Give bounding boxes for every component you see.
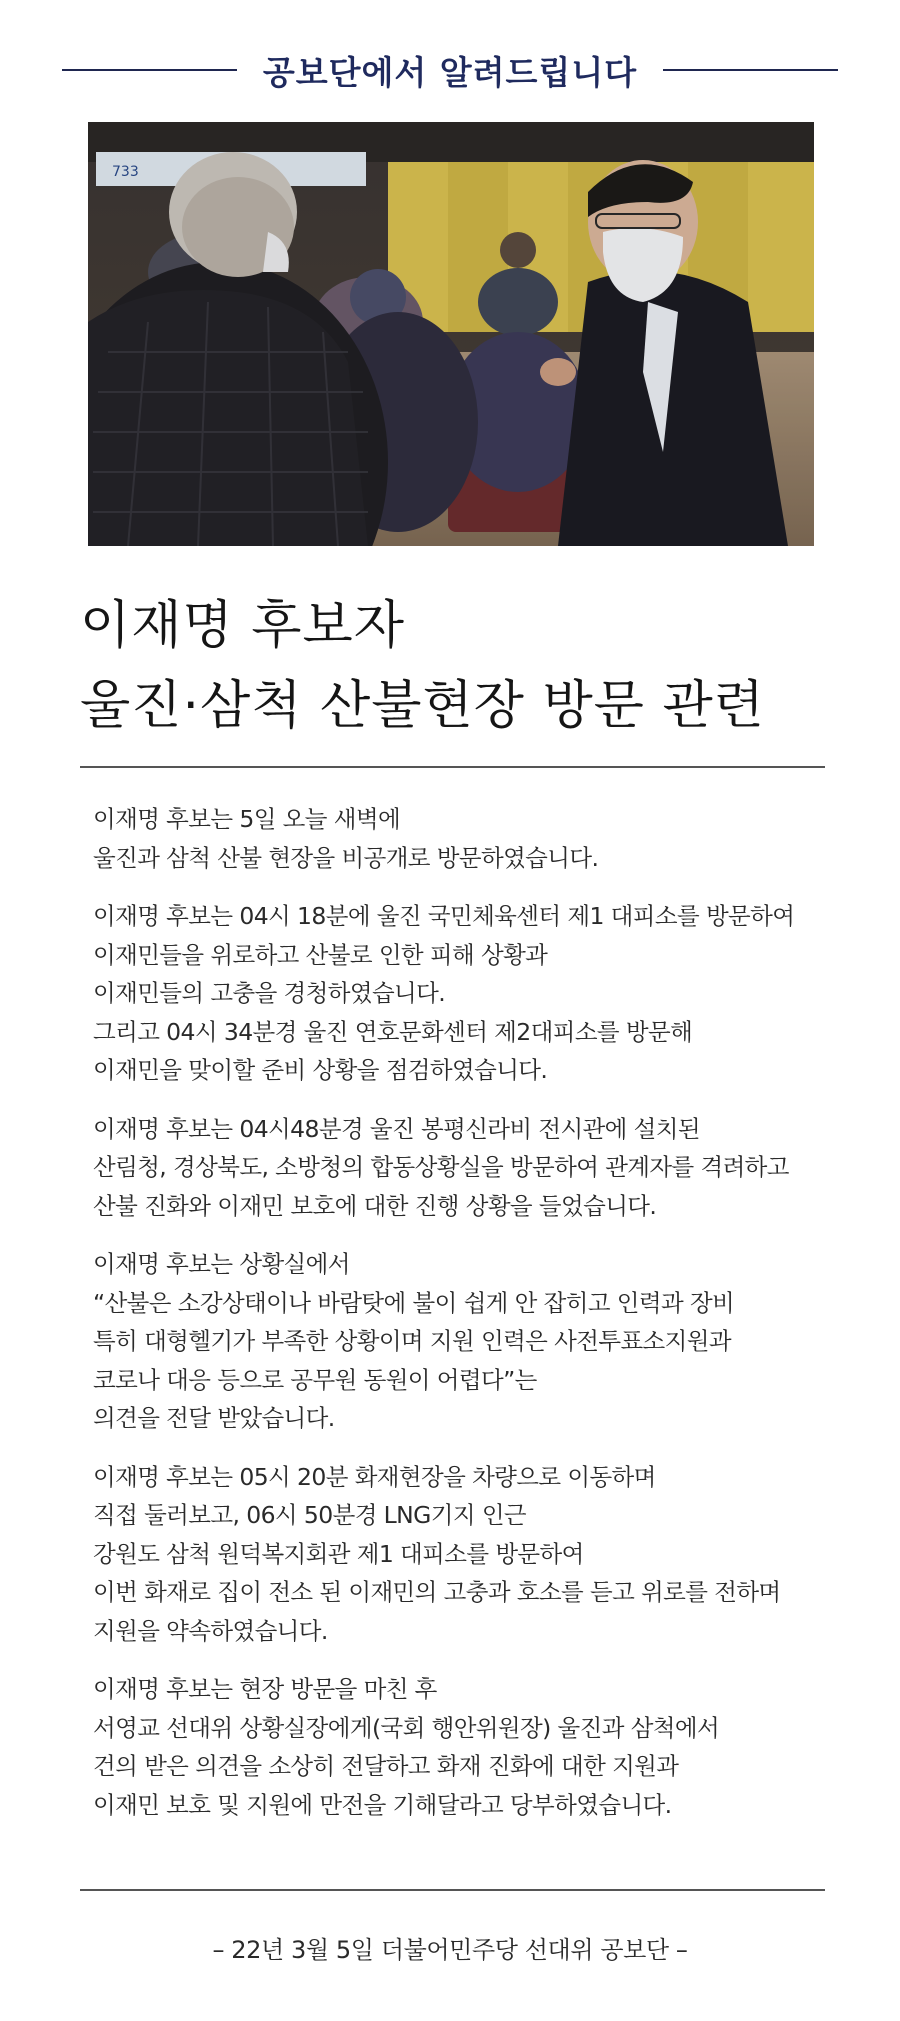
paragraph-line: 그리고 04시 34분경 울진 연호문화센터 제2대피소를 방문해 [93,1017,693,1046]
article-body [93,800,833,1844]
paragraph-line: 이재명 후보는 상황실에서 [93,1250,350,1278]
paragraph [93,1245,833,1438]
banner-text-1: 733 [112,164,139,180]
paragraph-line: 의견을 전달 받았습니다. [93,1404,335,1432]
headline-line-2: 울진·삼척 산불현장 방문 관련 [80,676,765,736]
paragraph-line: 이재명 후보는 05시 20분 화재현장을 차량으로 이동하며 [93,1462,656,1491]
paragraph-line: “산불은 소강상태이나 바람탓에 불이 쉽게 안 잡히고 인력과 장비 [93,1288,735,1317]
paragraph [93,1670,833,1824]
paragraph-line: 코로나 대응 등으로 공무원 동원이 어렵다”는 [93,1365,537,1394]
paragraph-line: 산불 진화와 이재민 보호에 대한 진행 상황을 들었습니다. [93,1191,657,1220]
paragraph [93,1110,833,1226]
header-rule-left [62,69,237,71]
paragraph [93,897,833,1090]
paragraph-line: 직접 둘러보고, 06시 50분경 LNG기지 인근 [93,1501,527,1529]
paragraph-line: 이재민을 맞이할 준비 상황을 점검하였습니다. [93,1056,548,1084]
visit-photo [88,122,814,546]
paragraph-line: 산림청, 경상북도, 소방청의 합동상황실을 방문하여 관계자를 격려하고 [93,1153,789,1181]
paragraph-line: 이재민 보호 및 지원에 만전을 기해달라고 당부하였습니다. [93,1790,672,1819]
paragraph-line: 강원도 삼척 원덕복지회관 제1 대피소를 방문하여 [93,1539,584,1568]
paragraph-line: 울진과 삼척 산불 현장을 비공개로 방문하였습니다. [93,843,599,872]
paragraph [93,1458,833,1651]
paragraph-line: 이재민들을 위로하고 산불로 인한 피해 상황과 [93,940,548,969]
paragraph-line: 건의 받은 의견을 소상히 전달하고 화재 진화에 대한 지원과 [93,1752,679,1780]
paragraph-line: 이재명 후보는 현장 방문을 마친 후 [93,1675,437,1703]
header-rule-right [663,69,838,71]
paragraph-line: 이재명 후보는 04시48분경 울진 봉평신라비 전시관에 설치된 [93,1114,700,1143]
announcement-header [62,44,838,96]
visit-photo-illustration [88,122,814,546]
paragraph [93,800,833,877]
top-divider [80,766,825,768]
paragraph-line: 특히 대형헬기가 부족한 상황이며 지원 인력은 사전투표소지원과 [93,1327,731,1355]
paragraph-line: 이재민들의 고충을 경청하였습니다. [93,979,446,1007]
paragraph-line: 이번 화재로 집이 전소 된 이재민의 고충과 호소를 듣고 위로를 전하며 [93,1578,781,1606]
header-title: 공보단에서 알려드립니다 [262,52,638,92]
paragraph-line: 이재명 후보는 04시 18분에 울진 국민체육센터 제1 대피소를 방문하여 [93,902,795,930]
paragraph-line: 지원을 약속하였습니다. [93,1616,328,1645]
headline [80,586,840,746]
headline-line-1: 이재명 후보자 [80,596,405,656]
paragraph-line: 서영교 선대위 상황실장에게(국회 행안위원장) 울진과 삼척에서 [93,1713,720,1742]
paragraph-line: 이재명 후보는 5일 오늘 새벽에 [93,805,401,833]
footer-signature: – 22년 3월 5일 더불어민주당 선대위 공보단 – [212,1936,688,1964]
bottom-divider [80,1889,825,1891]
